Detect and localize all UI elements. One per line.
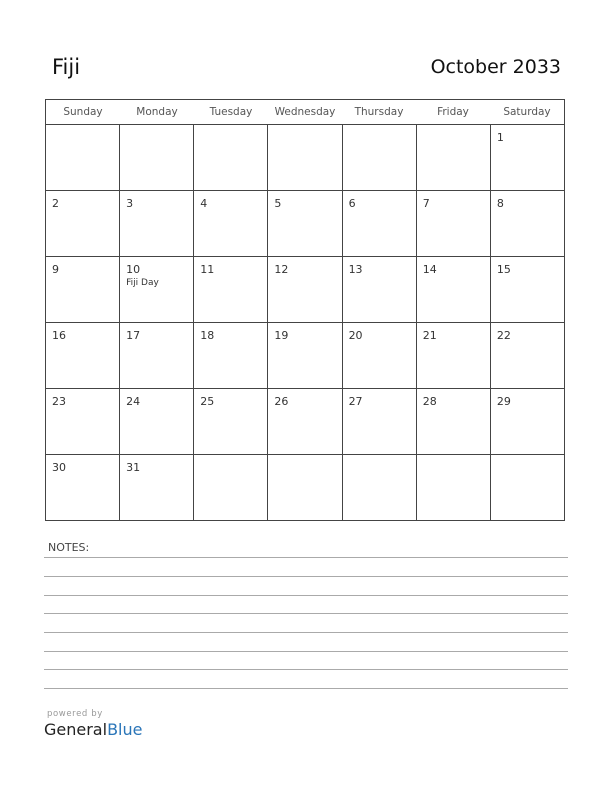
day-cell-12: [268, 257, 342, 322]
calendar-grid: [45, 99, 565, 521]
day-cell-13: [343, 257, 417, 322]
day-cell-19: [268, 323, 342, 388]
week-row: [46, 257, 564, 323]
day-number: 29: [496, 395, 511, 408]
weeks-container: [46, 125, 564, 520]
weekday-monday: Monday: [136, 106, 178, 118]
weekday-saturday: Saturday: [503, 106, 551, 118]
day-number: 30: [52, 461, 66, 474]
day-cell-14: [417, 257, 491, 322]
empty-day-cell: [194, 455, 268, 520]
month-year-title: October 2033: [430, 56, 561, 78]
day-cell-7: [417, 191, 491, 256]
day-number: 16: [52, 329, 66, 342]
day-number: 7: [422, 197, 430, 210]
day-number: 27: [348, 395, 363, 408]
day-number: 18: [200, 329, 215, 342]
day-number: 5: [274, 197, 282, 210]
day-number: 10: [126, 263, 141, 276]
day-number: 28: [422, 395, 437, 408]
note-line: [44, 651, 568, 652]
note-line: [44, 576, 568, 577]
brand-blue: Blue: [107, 720, 143, 739]
notes-label: NOTES:: [48, 541, 90, 554]
note-line: [44, 613, 568, 614]
brand-name: [44, 720, 142, 739]
day-number: 4: [200, 197, 208, 210]
day-number: 12: [274, 263, 289, 276]
weekday-tuesday: Tuesday: [209, 106, 253, 118]
day-cell-9: [46, 257, 120, 322]
note-line: [44, 632, 568, 633]
day-number: 19: [274, 329, 289, 342]
day-number: 13: [348, 263, 363, 276]
day-cell-1: [491, 125, 564, 190]
day-cell-3: [120, 191, 194, 256]
brand-logo: [44, 709, 142, 739]
note-line: [44, 595, 568, 596]
day-cell-5: [268, 191, 342, 256]
day-number: 31: [126, 461, 141, 474]
day-number: 1: [496, 131, 504, 144]
day-number: 8: [496, 197, 504, 210]
note-line: [44, 557, 568, 558]
day-number: 3: [126, 197, 134, 210]
day-cell-8: [491, 191, 564, 256]
empty-day-cell: [268, 125, 342, 190]
day-number: 24: [126, 395, 141, 408]
day-cell-16: [46, 323, 120, 388]
day-cell-31: [120, 455, 194, 520]
day-number: 23: [52, 395, 66, 408]
day-cell-10: [120, 257, 194, 322]
day-number: 25: [200, 395, 215, 408]
empty-day-cell: [194, 125, 268, 190]
day-number: 21: [422, 329, 437, 342]
day-number: 6: [348, 197, 356, 210]
day-cell-11: [194, 257, 268, 322]
empty-day-cell: [46, 125, 120, 190]
weekday-thursday: Thursday: [354, 106, 404, 118]
day-cell-26: [268, 389, 342, 454]
empty-day-cell: [343, 455, 417, 520]
empty-day-cell: [120, 125, 194, 190]
day-cell-17: [120, 323, 194, 388]
day-number: 26: [274, 395, 289, 408]
day-cell-27: [343, 389, 417, 454]
note-line: [44, 688, 568, 689]
day-cell-24: [120, 389, 194, 454]
day-cell-22: [491, 323, 564, 388]
day-cell-29: [491, 389, 564, 454]
week-row: [46, 191, 564, 257]
empty-day-cell: [491, 455, 564, 520]
day-cell-15: [491, 257, 564, 322]
country-title: Fiji: [52, 55, 81, 79]
week-row: [46, 455, 564, 520]
empty-day-cell: [268, 455, 342, 520]
week-row: [46, 389, 564, 455]
day-number: 11: [200, 263, 215, 276]
weekday-wednesday: Wednesday: [274, 106, 336, 118]
day-cell-23: [46, 389, 120, 454]
day-cell-21: [417, 323, 491, 388]
day-number: 9: [52, 263, 59, 276]
week-row: [46, 125, 564, 191]
powered-by-text: powered by: [47, 709, 103, 719]
day-number: 20: [348, 329, 363, 342]
week-row: [46, 323, 564, 389]
brand-general: General: [44, 720, 108, 739]
weekday-friday: Friday: [437, 106, 469, 118]
empty-day-cell: [417, 125, 491, 190]
day-number: 17: [126, 329, 141, 342]
day-cell-18: [194, 323, 268, 388]
day-cell-4: [194, 191, 268, 256]
day-cell-28: [417, 389, 491, 454]
day-cell-20: [343, 323, 417, 388]
day-cell-2: [46, 191, 120, 256]
note-line: [44, 669, 568, 670]
day-number: 14: [422, 263, 437, 276]
weekday-header-row: [46, 100, 564, 125]
day-cell-25: [194, 389, 268, 454]
day-number: 15: [496, 263, 511, 276]
day-cell-6: [343, 191, 417, 256]
weekday-sunday: Sunday: [63, 106, 103, 118]
day-number: 2: [52, 197, 59, 210]
day-number: 22: [496, 329, 511, 342]
day-cell-30: [46, 455, 120, 520]
empty-day-cell: [343, 125, 417, 190]
empty-day-cell: [417, 455, 491, 520]
holiday-label: Fiji Day: [126, 278, 159, 288]
